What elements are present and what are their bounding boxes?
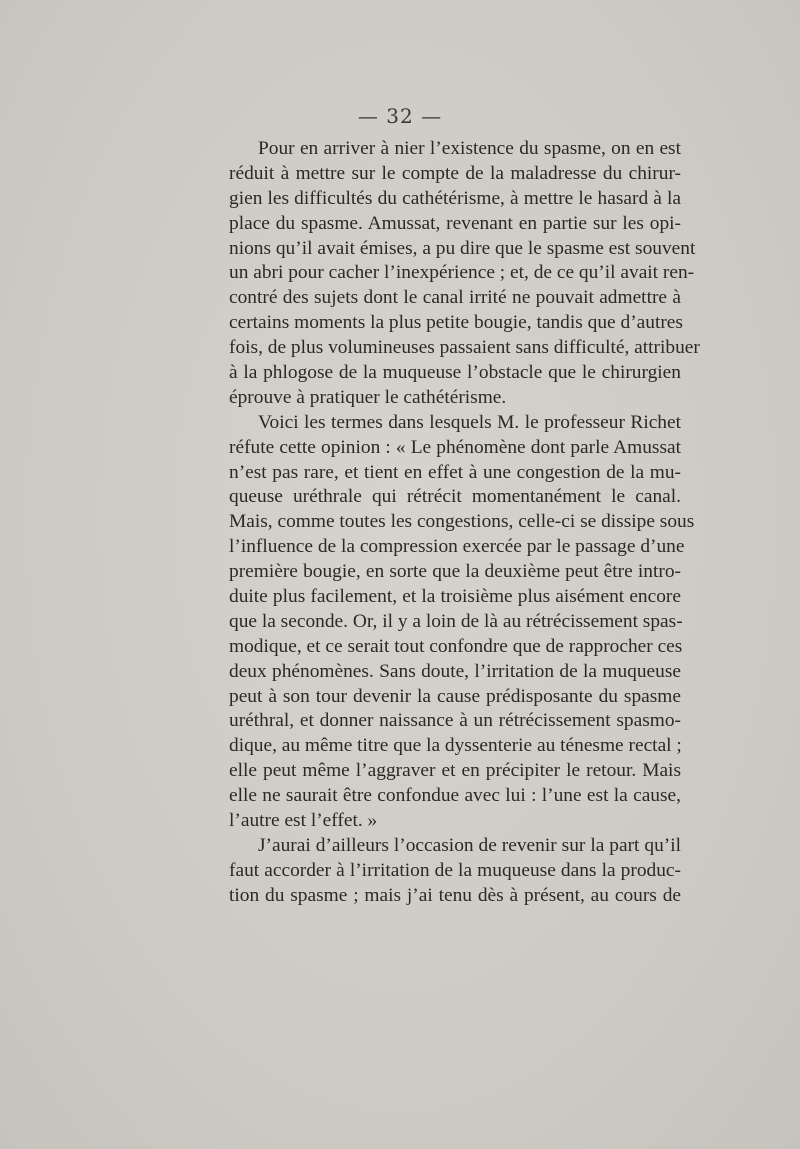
text-line: elle ne saurait être confondue avec lui : l’une est la cause, <box>229 785 681 807</box>
text-line: certains moments la plus petite bougie, tandis que d’autres <box>229 312 683 334</box>
text-line: peut à son tour devenir la cause prédisposante du spasme <box>229 685 681 707</box>
text-line: duite plus facilement, et la troisième plus aisément encore <box>229 586 681 608</box>
text-line: fois, de plus volumineuses passaient sans difficulté, attribuer <box>229 337 700 359</box>
text-line: uréthral, et donner naissance à un rétrécissement spasmo- <box>229 710 681 732</box>
text-line: éprouve à pratiquer le cathétérisme. <box>229 386 507 408</box>
text-line: J’aurai d’ailleurs l’occasion de revenir sur la part qu’il <box>258 834 681 856</box>
text-line: réduit à mettre sur le compte de la maladresse du chirur- <box>229 162 681 184</box>
text-line: que la seconde. Or, il y a loin de là au rétrécissement spas- <box>229 610 683 632</box>
text-line: l’autre est l’effet. » <box>229 810 378 832</box>
text-line: dique, au même titre que la dyssenterie au ténesme rectal ; <box>229 735 682 757</box>
text-line: réfute cette opinion : « Le phénomène dont parle Amussat <box>229 436 681 458</box>
text-line: queuse uréthrale qui rétrécit momentanément le canal. <box>229 486 681 508</box>
text-line: faut accorder à l’irritation de la muqueuse dans la produc- <box>229 859 681 881</box>
text-line: n’est pas rare, et tient en effet à une congestion de la mu- <box>229 461 681 483</box>
text-line: première bougie, en sorte que la deuxième peut être intro- <box>229 561 681 583</box>
text-line: à la phlogose de la muqueuse l’obstacle que le chirurgien <box>229 362 681 384</box>
text-line: Mais, comme toutes les congestions, celle-ci se dissipe sous <box>229 511 695 533</box>
text-line: un abri pour cacher l’inexpérience ; et, de ce qu’il avait ren- <box>229 262 695 284</box>
text-line: Pour en arriver à nier l’existence du spasme, on en est <box>258 138 681 159</box>
text-line: l’influence de la compression exercée par le passage d’une <box>229 536 685 558</box>
body-text <box>229 137 700 909</box>
text-line: deux phénomènes. Sans doute, l’irritation de la muqueuse <box>229 660 681 682</box>
text-line: modique, et ce serait tout confondre que de rapprocher ces <box>229 635 683 657</box>
page-number: — 32 — <box>357 104 443 128</box>
text-line: gien les difficultés du cathétérisme, à mettre le hasard à la <box>229 187 681 209</box>
text-line: tion du spasme ; mais j’ai tenu dès à présent, au cours de <box>229 884 681 906</box>
text-line: Voici les termes dans lesquels M. le professeur Richet <box>258 411 681 433</box>
text-line: nions qu’il avait émises, a pu dire que le spasme est souvent <box>229 237 696 259</box>
text-line: elle peut même l’aggraver et en précipiter le retour. Mais <box>229 760 681 782</box>
text-line: contré des sujets dont le canal irrité ne pouvait admettre à <box>229 287 681 309</box>
text-line: place du spasme. Amussat, revenant en partie sur les opi- <box>229 212 681 234</box>
